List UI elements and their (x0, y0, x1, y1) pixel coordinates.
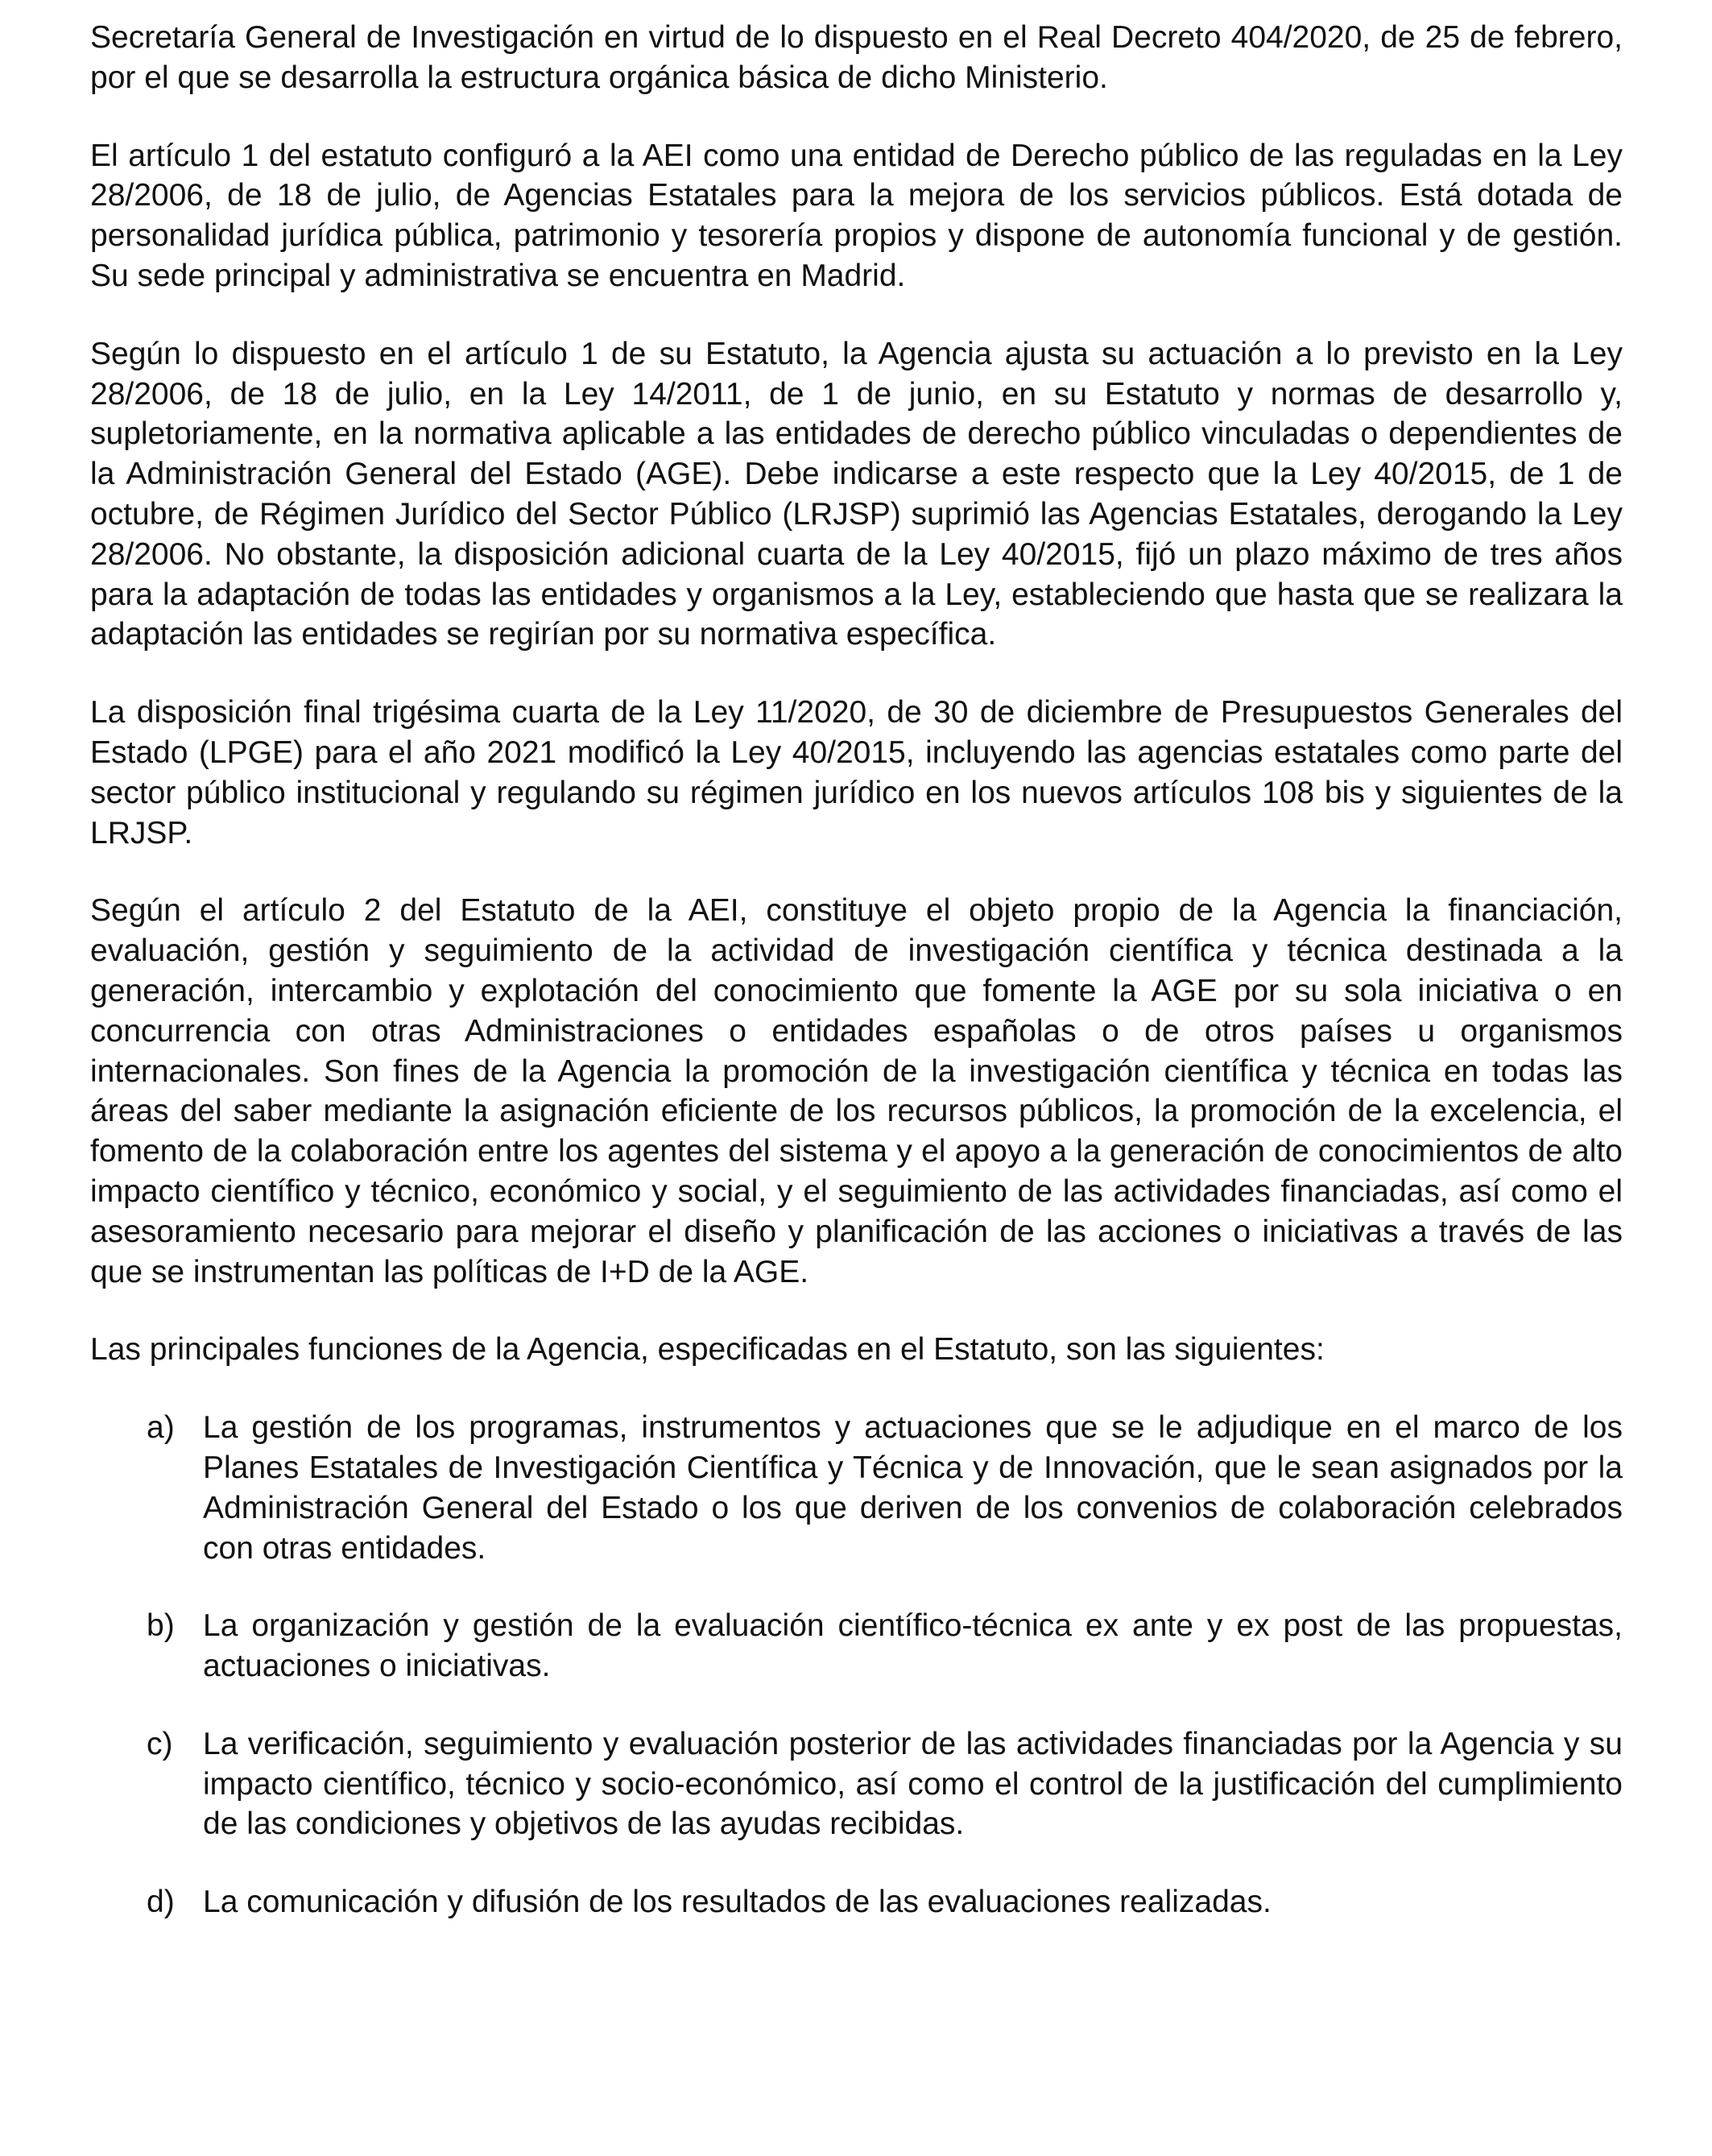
list-marker: a) (147, 1410, 175, 1446)
list-item-text: La comunicación y difusión de los resultados de las evaluaciones realizadas. (203, 1885, 1272, 1920)
list-item (147, 1724, 1623, 1844)
list-item (147, 1408, 1623, 1568)
paragraph-5: Según el artículo 2 del Estatuto de la AEI, constituye el objeto propio de la Agencia la financiación, evaluación, gestión y seguimiento de la actividad de investigación científica y técnica destinada a la generación, intercambio y explotación del conocimiento que fomente la AGE por su sola iniciativa o en concurrencia con otras Administraciones o entidades españolas o de otros países u organismos internacionales. Son fines de la Agencia la promoción de la investigación científica y técnica en todas las áreas del saber mediante la asignación eficiente de los recursos públicos, la promoción de la excelencia, el fomento de la colaboración entre los agentes del sistema y el apoyo a la generación de conocimientos de alto impacto científico y técnico, económico y social, y el seguimiento de las actividades financiadas, así como el asesoramiento necesario para mejorar el diseño y planificación de las acciones o iniciativas a través de las que se instrumentan las políticas de I+D de la AGE. (90, 893, 1623, 1289)
paragraph-6: Las principales funciones de la Agencia, especificadas en el Estatuto, son las siguientes: (90, 1332, 1325, 1368)
list-marker: c) (147, 1726, 173, 1761)
list-item-text: La verificación, seguimiento y evaluación posterior de las actividades financiadas por la Agencia y su impacto científico, técnico y socio-económico, así como el control de la justificación del cumplimiento de las condiciones y objetivos de las ayudas recibidas. (203, 1726, 1623, 1842)
paragraph-1: Secretaría General de Investigación en virtud de lo dispuesto en el Real Decreto 404/2020, de 25 de febrero, por el que se desarrolla la estructura orgánica básica de dicho Ministerio. (90, 20, 1623, 95)
functions-list (90, 1408, 1623, 1922)
paragraph-2: El artículo 1 del estatuto configuró a la AEI como una entidad de Derecho público de las reguladas en la Ley 28/2006, de 18 de julio, de Agencias Estatales para la mejora de los servicios públicos. Está dotada de personalidad jurídica pública, patrimonio y tesorería propios y dispone de autonomía funcional y de gestión. Su sede principal y administrativa se encuentra en Madrid. (90, 138, 1623, 293)
list-marker: b) (147, 1608, 175, 1644)
document-page (90, 18, 1623, 1960)
list-marker: d) (147, 1885, 175, 1920)
list-item (147, 1882, 1623, 1922)
paragraph-4: La disposición final trigésima cuarta de la Ley 11/2020, de 30 de diciembre de Presupuestos Generales del Estado (LPGE) para el año 2021 modificó la Ley 40/2015, incluyendo las agencias estatales como parte del sector público institucional y regulando su régimen jurídico en los nuevos artículos 108 bis y siguientes de la LRJSP. (90, 695, 1623, 850)
list-item-text: La gestión de los programas, instrumentos y actuaciones que se le adjudique en el marco de los Planes Estatales de Investigación Científica y Técnica y de Innovación, que le sean asignados por la Administración General del Estado o los que deriven de los convenios de colaboración celebrados con otras entidades. (203, 1410, 1623, 1566)
list-item-text: La organización y gestión de la evaluación científico-técnica ex ante y ex post de las propuestas, actuaciones o iniciativas. (203, 1608, 1623, 1684)
list-item (147, 1606, 1623, 1686)
paragraph-3: Según lo dispuesto en el artículo 1 de su Estatuto, la Agencia ajusta su actuación a lo previsto en la Ley 28/2006, de 18 de julio, en la Ley 14/2011, de 1 de junio, en su Estatuto y normas de desarrollo y, supletoriamente, en la normativa aplicable a las entidades de derecho público vinculadas o dependientes de la Administración General del Estado (AGE). Debe indicarse a este respecto que la Ley 40/2015, de 1 de octubre, de Régimen Jurídico del Sector Público (LRJSP) suprimió las Agencias Estatales, derogando la Ley 28/2006. No obstante, la disposición adicional cuarta de la Ley 40/2015, fijó un plazo máximo de tres años para la adaptación de todas las entidades y organismos a la Ley, estableciendo que hasta que se realizara la adaptación las entidades se regirían por su normativa específica. (90, 336, 1623, 652)
